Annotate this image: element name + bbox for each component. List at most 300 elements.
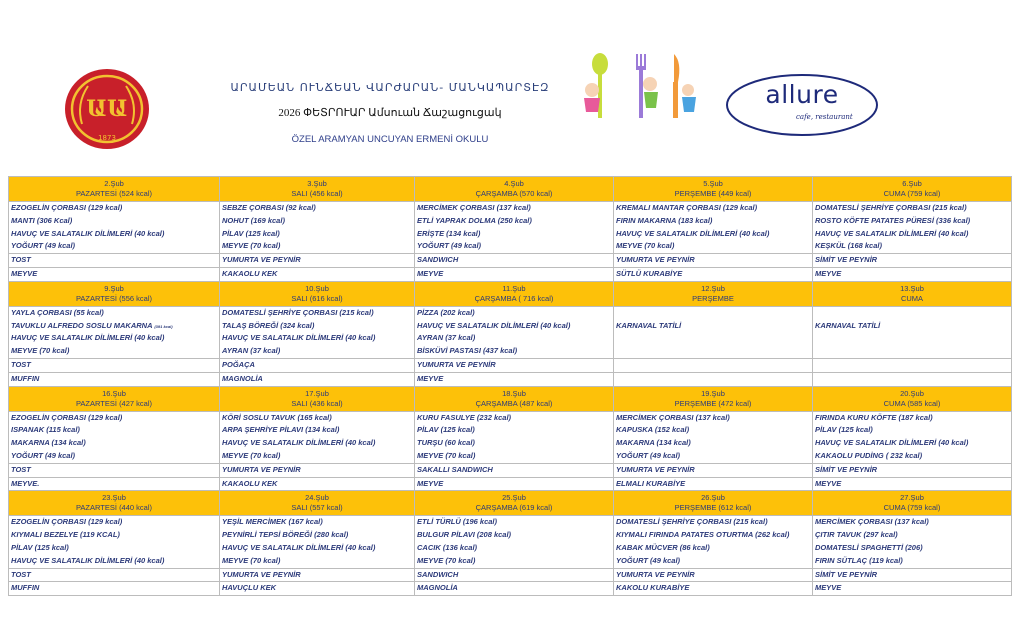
school-name: ÖZEL ARAMYAN UNCUYAN ERMENİ OKULU (291, 134, 489, 145)
day-date: 24.Şub (305, 493, 329, 503)
day-name: ÇARŞAMBA (475, 398, 518, 408)
menu-item-text: PİLAV (125 kcal) (417, 425, 475, 435)
snack-cell (9, 267, 220, 281)
day-date: 19.Şub (701, 388, 725, 398)
menu-item (222, 542, 412, 555)
breakfast-cell (614, 254, 813, 268)
snack-cell (813, 267, 1012, 281)
day-total-kcal: (570 kcal) (519, 189, 553, 198)
menu-item (417, 345, 611, 358)
snack-cell (220, 477, 415, 491)
day-name: PERŞEMBE (674, 189, 717, 198)
menu-item (222, 412, 412, 425)
menu-item-text: KURU FASULYE (232 kcal) (417, 412, 512, 422)
day-total-kcal: (585 kcal) (907, 398, 941, 408)
menu-item-text: ÇITIR TAVUK (297 kcal) (815, 530, 898, 540)
extra-item-text: YUMURTA VE PEYNİR (417, 359, 496, 369)
breakfast-cell (220, 358, 415, 372)
school-logo-letters: ԱԱ (86, 96, 128, 122)
day-name: PAZARTESİ (75, 503, 117, 513)
day-name-kcal (616, 503, 810, 513)
day-date: 26.Şub (701, 493, 725, 503)
menu-item-text: ROSTO KÖFTE PATATES PÜRESİ (336 kcal) (815, 215, 971, 225)
day-date: 13.Şub (900, 283, 924, 293)
day-header-cell (9, 177, 220, 202)
menu-item (11, 320, 217, 333)
menu-item-text: DOMATESLİ ŞEHRİYE ÇORBASI (215 kcal) (815, 203, 967, 212)
menu-item (417, 529, 611, 542)
breakfast-cell (415, 358, 614, 372)
day-total-kcal: (759 kcal) (907, 189, 941, 198)
extra-item-text: YUMURTA VE PEYNİR (616, 255, 695, 265)
day-header-row (9, 177, 1012, 202)
menu-item (815, 412, 1009, 425)
day-header-row (9, 281, 1012, 306)
breakfast-cell (9, 568, 220, 582)
menu-item-text: KIYMALI FIRINDA PATATES OTURTMA (262 kcal) (616, 530, 790, 540)
menu-item (616, 412, 810, 425)
snack-cell (415, 372, 614, 386)
menu-item (417, 202, 611, 215)
day-name: PERŞEMBE (674, 503, 717, 513)
menu-item (417, 332, 611, 345)
extra-item-text: MUFFIN (11, 583, 40, 593)
snack-cell (415, 267, 614, 281)
menu-item (417, 450, 611, 463)
kids-cutlery-illustration (578, 50, 700, 122)
day-date: 9.Şub (104, 283, 124, 293)
breakfast-row (9, 254, 1012, 268)
menu-item-text: HAVUÇ VE SALATALIK DİLİMLERİ (40 kcal) (11, 333, 165, 343)
weekly-menu-table (8, 176, 1012, 596)
snack-row (9, 582, 1012, 596)
extra-item-text: MAGNOLİA (417, 583, 458, 593)
menu-item-note: (391 kcal) (154, 323, 173, 329)
extra-item-text: SAKALLI SANDWICH (417, 464, 493, 474)
snack-cell (220, 267, 415, 281)
day-name-kcal (417, 399, 611, 409)
menu-item-text: ARPA ŞEHRİYE PİLAVI (134 kcal) (222, 425, 340, 435)
menu-item-text: DOMATESLİ SPAGHETTİ (206) (815, 542, 923, 552)
menu-item-text: KÖRİ SOSLU TAVUK (165 kcal) (222, 412, 332, 422)
day-name-kcal (815, 503, 1009, 513)
breakfast-cell (415, 463, 614, 477)
menu-item-text: PİLAV (125 kcal) (11, 542, 69, 552)
menu-item-text: MERCİMEK ÇORBASI (137 kcal) (815, 517, 929, 527)
menu-item (417, 424, 611, 437)
day-name-kcal (815, 189, 1009, 199)
day-header-cell (220, 177, 415, 202)
menu-item-text: YOĞURT (49 kcal) (417, 241, 482, 251)
menu-item (417, 320, 611, 333)
menu-item (616, 228, 810, 241)
day-date: 4.Şub (504, 179, 524, 188)
day-header-cell (220, 386, 415, 411)
breakfast-cell (813, 254, 1012, 268)
menu-item (222, 424, 412, 437)
menu-item (11, 450, 217, 463)
day-total-kcal: (456 kcal) (309, 189, 343, 198)
menu-item-text: YOĞURT (49 kcal) (11, 241, 76, 251)
extra-item-text: KAKAOLU KEK (222, 478, 278, 488)
breakfast-cell (614, 568, 813, 582)
main-dishes-row (9, 202, 1012, 254)
menu-item-text: AYRAN (37 kcal) (222, 346, 281, 356)
snack-cell (9, 477, 220, 491)
menu-item-text: HAVUÇ VE SALATALIK DİLİMLERİ (40 kcal) (11, 228, 165, 238)
main-dishes-cell (220, 202, 415, 254)
menu-item-text: BİSKÜVİ PASTASI (437 kcal) (417, 346, 518, 356)
day-name-kcal (417, 294, 611, 304)
main-dishes-cell (415, 202, 614, 254)
day-total-kcal: (557 kcal) (309, 503, 343, 513)
main-dishes-cell (9, 306, 220, 358)
menu-item (815, 529, 1009, 542)
menu-item (11, 228, 217, 241)
day-header-cell (614, 386, 813, 411)
day-name: CUMA (900, 293, 924, 303)
snack-cell (220, 372, 415, 386)
day-name: SALI (291, 189, 308, 198)
day-name-kcal (616, 294, 810, 304)
title-block (180, 78, 600, 148)
menu-item-text: ETLİ YAPRAK DOLMA (250 kcal) (417, 215, 532, 225)
menu-item-text: PİLAV (125 kcal) (222, 228, 280, 238)
main-dishes-cell (220, 306, 415, 358)
snack-cell (415, 477, 614, 491)
day-name: ÇARŞAMBA (475, 503, 518, 513)
menu-item (815, 307, 1009, 320)
day-header-cell (813, 281, 1012, 306)
menu-item-text: EZOGELİN ÇORBASI (129 kcal) (11, 203, 123, 212)
day-date: 10.Şub (305, 283, 329, 293)
main-dishes-cell (813, 306, 1012, 358)
day-name-kcal (815, 399, 1009, 409)
menu-item (222, 516, 412, 529)
extra-item-text: MEYVE. (11, 478, 40, 488)
extra-item-text: YUMURTA VE PEYNİR (222, 464, 301, 474)
menu-item (616, 307, 810, 320)
menu-item-text: MEYVE (70 kcal) (11, 346, 70, 356)
menu-item-text: MANTI (306 Kcal) (11, 215, 73, 225)
day-total-kcal: (524 kcal) (119, 189, 152, 198)
menu-item-text: DOMATESLİ ŞEHRİYE ÇORBASI (215 kcal) (616, 517, 768, 527)
breakfast-cell (415, 568, 614, 582)
menu-item-text: HAVUÇ VE SALATALIK DİLİMLERİ (40 kcal) (417, 320, 571, 330)
breakfast-cell (614, 463, 813, 477)
menu-item-text: MEYVE (70 kcal) (222, 450, 281, 460)
day-date: 25.Şub (502, 493, 526, 503)
day-total-kcal: (759 kcal) (907, 503, 941, 513)
menu-item-text: NOHUT (169 kcal) (222, 215, 285, 225)
menu-item-text: AYRAN (37 kcal) (417, 333, 476, 343)
main-dishes-cell (415, 306, 614, 358)
day-name: PAZARTESİ (75, 398, 117, 408)
menu-item (11, 215, 217, 228)
menu-item (11, 307, 217, 320)
main-dishes-cell (614, 411, 813, 463)
menu-item-text: SEBZE ÇORBASI (92 kcal) (222, 203, 316, 212)
main-dishes-cell (220, 516, 415, 568)
breakfast-row (9, 463, 1012, 477)
snack-cell (220, 582, 415, 596)
snack-cell (9, 372, 220, 386)
day-name: ÇARŞAMBA (475, 189, 518, 198)
menu-item-text: EZOGELİN ÇORBASI (129 kcal) (11, 412, 123, 422)
menu-item (11, 412, 217, 425)
menu-item (815, 202, 1009, 215)
breakfast-cell (813, 358, 1012, 372)
day-name: CUMA (883, 189, 906, 198)
menu-item-text: KIYMALI BEZELYE (119 KCAL) (11, 530, 120, 540)
extra-item-text: SÜTLÜ KURABİYE (616, 268, 683, 278)
day-name: PAZARTESİ (75, 293, 117, 303)
menu-item-text: MEYVE (70 kcal) (222, 555, 281, 565)
allure-name: allure (765, 80, 839, 109)
menu-item (222, 240, 412, 253)
breakfast-cell (9, 254, 220, 268)
extra-item-text: YUMURTA VE PEYNİR (222, 569, 301, 579)
main-dishes-cell (9, 516, 220, 568)
menu-item (11, 437, 217, 450)
menu-item (222, 332, 412, 345)
day-header-row (9, 386, 1012, 411)
main-dishes-row (9, 306, 1012, 358)
day-header-cell (614, 177, 813, 202)
menu-item (616, 320, 810, 333)
day-date: 5.Şub (703, 179, 723, 188)
extra-item-text: SANDWICH (417, 255, 459, 265)
breakfast-cell (813, 568, 1012, 582)
day-name: ÇARŞAMBA (474, 293, 517, 303)
day-total-kcal: (436 kcal) (309, 398, 343, 408)
day-date: 6.Şub (902, 179, 922, 188)
menu-item (815, 542, 1009, 555)
breakfast-cell (220, 254, 415, 268)
snack-cell (415, 582, 614, 596)
menu-item-text: HAVUÇ VE SALATALIK DİLİMLERİ (40 kcal) (222, 438, 376, 448)
menu-item (815, 345, 1009, 358)
menu-item-text: KARNAVAL TATİLİ (616, 320, 682, 330)
snack-cell (614, 582, 813, 596)
day-total-kcal: (616 kcal) (309, 293, 343, 303)
menu-item-text: HAVUÇ VE SALATALIK DİLİMLERİ (40 kcal) (815, 438, 969, 448)
snack-cell (614, 372, 813, 386)
snack-row (9, 267, 1012, 281)
snack-row (9, 372, 1012, 386)
menu-item-text: EZOGELİN ÇORBASI (129 kcal) (11, 517, 123, 527)
menu-item-text: KAKAOLU PUDİNG ( 232 kcal) (815, 450, 923, 460)
day-name-kcal (11, 399, 217, 409)
breakfast-cell (220, 568, 415, 582)
menu-item-text: MERCİMEK ÇORBASI (137 kcal) (616, 412, 730, 422)
menu-item-text: HAVUÇ VE SALATALIK DİLİMLERİ (40 kcal) (222, 333, 376, 343)
menu-item (616, 555, 810, 568)
menu-item (417, 228, 611, 241)
day-total-kcal: (556 kcal) (119, 293, 152, 303)
main-dishes-cell (415, 516, 614, 568)
menu-item-text: FIRINDA KURU KÖFTE (187 kcal) (815, 412, 933, 422)
menu-item (815, 437, 1009, 450)
day-total-kcal: (619 kcal) (519, 503, 553, 513)
extra-item-text: TOST (11, 569, 31, 579)
menu-item (815, 228, 1009, 241)
day-total-kcal: (612 kcal) (718, 503, 752, 513)
menu-item (417, 240, 611, 253)
day-date: 17.Şub (305, 388, 329, 398)
day-header-cell (415, 386, 614, 411)
day-total-kcal: (487 kcal) (519, 398, 553, 408)
extra-item-text: TOST (11, 359, 31, 369)
day-date: 16.Şub (102, 388, 126, 398)
menu-item (222, 450, 412, 463)
extra-item-text: MEYVE (417, 478, 444, 488)
extra-item-text: ELMALI KURABİYE (616, 478, 686, 488)
day-name-kcal (417, 189, 611, 199)
day-total-kcal: (440 kcal) (119, 503, 152, 513)
main-dishes-cell (614, 306, 813, 358)
menu-item (815, 320, 1009, 333)
menu-item-text: HAVUÇ VE SALATALIK DİLİMLERİ (40 kcal) (222, 542, 376, 552)
main-dishes-cell (813, 202, 1012, 254)
menu-item-text: TALAŞ BÖREĞİ (324 kcal) (222, 320, 315, 330)
day-name: SALI (291, 293, 308, 303)
armenian-title: ԱՐԱՄԵԱՆ ՈՒՆՃԵԱՆ ՎԱՐԺԱՐԱՆ- ՄԱՆԿԱՊԱՐՏԷԶ (230, 81, 550, 94)
menu-item-text: PİZZA (202 kcal) (417, 307, 475, 317)
menu-item-text: YOĞURT (49 kcal) (11, 450, 76, 460)
day-name: CUMA (883, 503, 906, 513)
menu-item (11, 202, 217, 215)
day-header-cell (813, 491, 1012, 516)
menu-item-text: MERCİMEK ÇORBASI (137 kcal) (417, 203, 531, 212)
day-header-row (9, 491, 1012, 516)
day-name: PAZARTESİ (75, 189, 117, 198)
extra-item-text: KAKOLU KURABİYE (616, 583, 690, 593)
extra-item-text: MUFFIN (11, 373, 40, 383)
menu-item-text: PİLAV (125 kcal) (815, 425, 873, 435)
menu-item (616, 215, 810, 228)
menu-item (616, 424, 810, 437)
menu-item (417, 542, 611, 555)
menu-item (222, 307, 412, 320)
menu-item (417, 412, 611, 425)
day-date: 18.Şub (502, 388, 526, 398)
day-total-kcal: (427 kcal) (119, 398, 152, 408)
menu-item-text: YOĞURT (49 kcal) (616, 555, 681, 565)
menu-item (222, 529, 412, 542)
menu-item-text: MEYVE (70 kcal) (222, 241, 281, 251)
main-dishes-cell (813, 411, 1012, 463)
breakfast-cell (220, 463, 415, 477)
document-header (0, 0, 1024, 172)
day-date: 23.Şub (102, 493, 126, 503)
menu-item (616, 202, 810, 215)
menu-item-text: YAYLA ÇORBASI (55 kcal) (11, 307, 104, 317)
menu-item (616, 516, 810, 529)
menu-item-text: TURŞU (60 kcal) (417, 438, 475, 448)
menu-item (616, 240, 810, 253)
snack-cell (813, 477, 1012, 491)
menu-item (815, 215, 1009, 228)
menu-item-text: ERİŞTE (134 kcal) (417, 228, 481, 238)
day-name-kcal (222, 189, 412, 199)
menu-item-text: BULGUR PİLAVI (208 kcal) (417, 530, 512, 540)
breakfast-cell (614, 358, 813, 372)
menu-item-text: YOĞURT (49 kcal) (616, 450, 681, 460)
day-header-cell (220, 491, 415, 516)
day-name-kcal (815, 294, 1009, 304)
menu-item-text: MAKARNA (134 kcal) (616, 438, 691, 448)
menu-item-text: PEYNİRLİ TEPSİ BÖREĞİ (280 kcal) (222, 530, 349, 540)
main-dishes-cell (614, 202, 813, 254)
day-name-kcal (11, 294, 217, 304)
menu-item (616, 332, 810, 345)
menu-item-text: KABAK MÜCVER (86 kcal) (616, 542, 710, 552)
menu-item (11, 529, 217, 542)
day-name-kcal (616, 399, 810, 409)
menu-item-text: HAVUÇ VE SALATALIK DİLİMLERİ (40 kcal) (11, 555, 165, 565)
menu-item-text: ISPANAK (115 kcal) (11, 425, 80, 435)
menu-item-text: CACIK (136 kcal) (417, 542, 478, 552)
menu-item (616, 542, 810, 555)
day-date: 2.Şub (104, 179, 124, 188)
day-total-kcal: (449 kcal) (718, 189, 752, 198)
menu-item-text: HAVUÇ VE SALATALIK DİLİMLERİ (40 kcal) (616, 228, 770, 238)
menu-item-text: KREMALI MANTAR ÇORBASI (129 kcal) (616, 203, 758, 212)
day-name-kcal (11, 503, 217, 513)
menu-item-text: MEYVE (70 kcal) (417, 450, 476, 460)
allure-tagline: cafe, restaurant (796, 113, 853, 121)
menu-item (616, 437, 810, 450)
extra-item-text: MAGNOLİA (222, 373, 263, 383)
menu-item (815, 516, 1009, 529)
extra-item-text: MEYVE (815, 478, 842, 488)
snack-cell (614, 477, 813, 491)
day-header-cell (220, 281, 415, 306)
menu-item (815, 424, 1009, 437)
extra-item-text: MEYVE (417, 268, 444, 278)
menu-item (222, 320, 412, 333)
day-header-cell (614, 491, 813, 516)
day-name: PERŞEMBE (692, 293, 734, 303)
day-header-cell (813, 177, 1012, 202)
extra-item-text: YUMURTA VE PEYNİR (616, 569, 695, 579)
menu-item-text: KARNAVAL TATİLİ (815, 320, 881, 330)
breakfast-row (9, 358, 1012, 372)
menu-item (417, 516, 611, 529)
extra-item-text: MEYVE (815, 583, 842, 593)
day-name-kcal (11, 189, 217, 199)
day-total-kcal: ( 716 kcal) (518, 293, 554, 303)
snack-cell (614, 267, 813, 281)
extra-item-text: SİMİT VE PEYNİR (815, 255, 878, 265)
day-name-kcal (417, 503, 611, 513)
menu-item (616, 529, 810, 542)
main-dishes-cell (220, 411, 415, 463)
snack-cell (813, 372, 1012, 386)
menu-item (417, 555, 611, 568)
menu-item (417, 215, 611, 228)
school-crest-logo (62, 66, 152, 152)
day-header-cell (415, 177, 614, 202)
menu-item (417, 307, 611, 320)
school-logo-year: 1873 (98, 134, 116, 142)
day-date: 11.Şub (502, 283, 526, 293)
day-name: PERŞEMBE (674, 398, 717, 408)
snack-cell (813, 582, 1012, 596)
main-dishes-cell (415, 411, 614, 463)
day-header-cell (813, 386, 1012, 411)
